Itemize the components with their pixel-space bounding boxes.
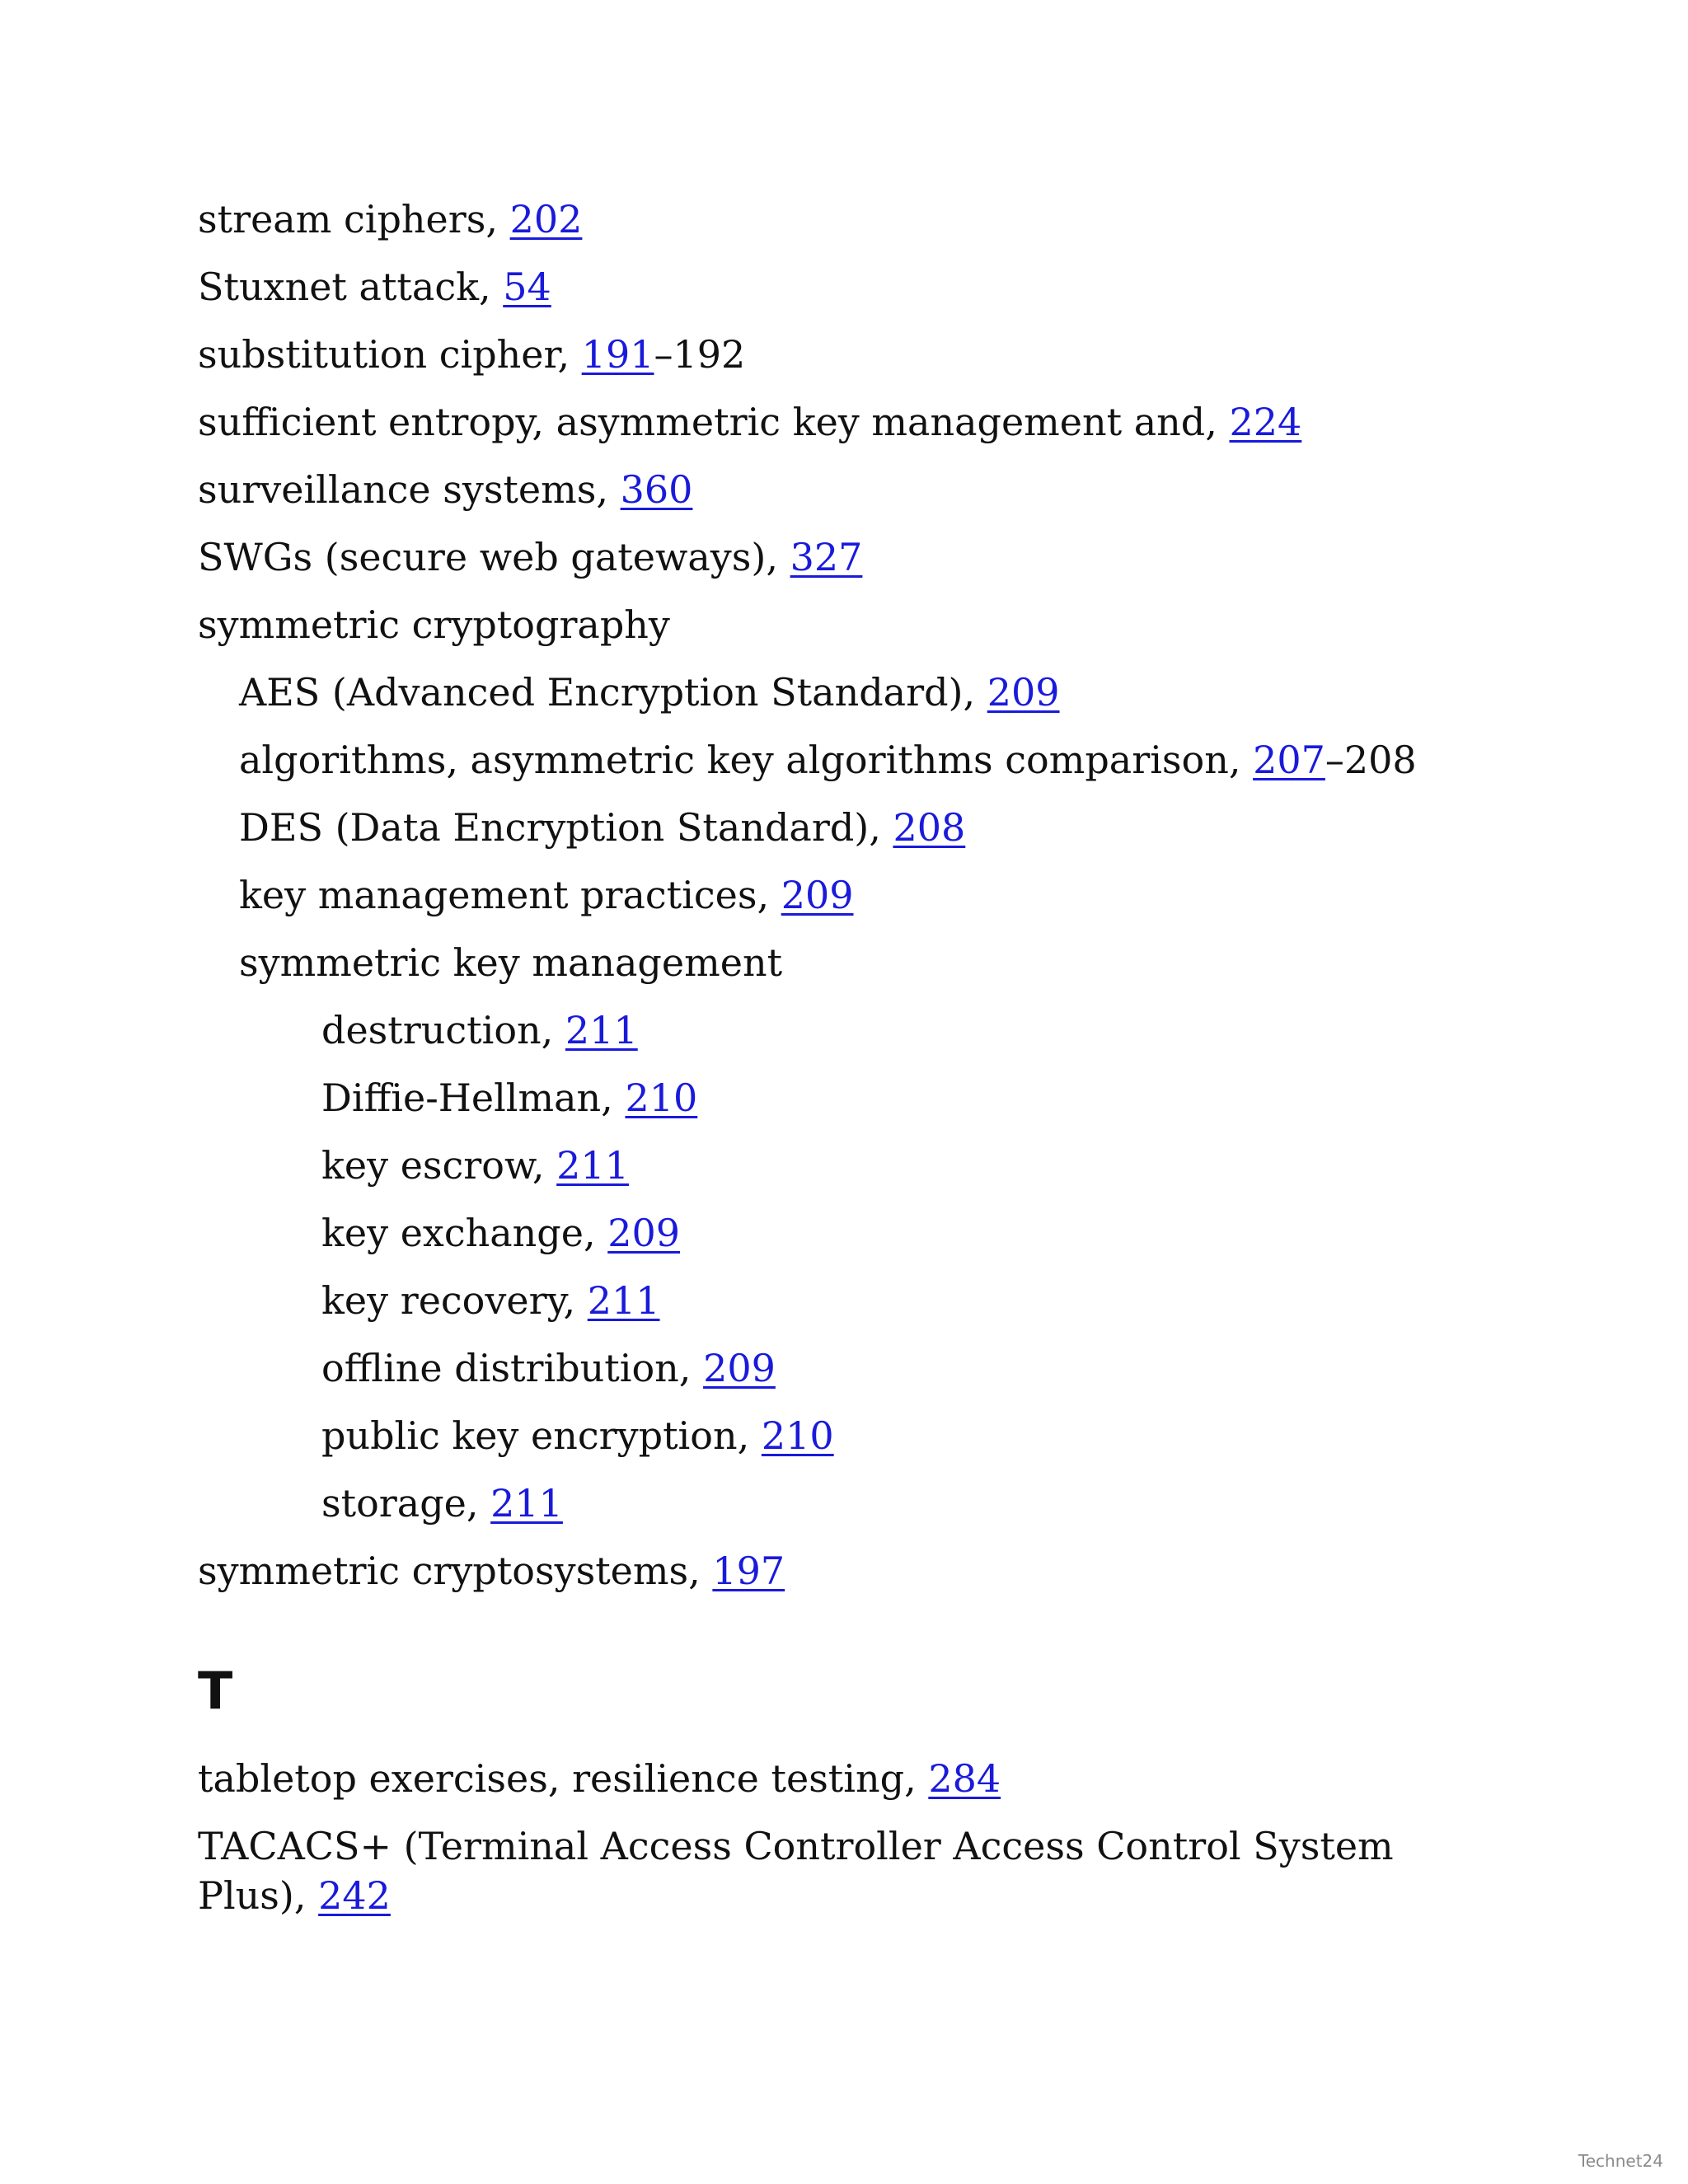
index-entry-symmetric-cryptosystems xyxy=(198,1546,785,1596)
index-entry-tabletop-exercises xyxy=(198,1754,1001,1803)
entry-text: AES (Advanced Encryption Standard), xyxy=(239,670,987,715)
page-link[interactable]: 209 xyxy=(987,670,1060,715)
page-link[interactable]: 209 xyxy=(607,1211,681,1255)
index-subentry-key-management-practices xyxy=(239,870,854,920)
page-link[interactable]: 224 xyxy=(1229,400,1302,444)
entry-text: symmetric cryptosystems, xyxy=(198,1549,713,1593)
entry-text: key exchange, xyxy=(321,1211,608,1255)
section-letter-heading: T xyxy=(198,1661,233,1721)
page-link[interactable]: 54 xyxy=(503,265,551,309)
page-link[interactable]: 211 xyxy=(490,1481,563,1526)
page-link[interactable]: 208 xyxy=(893,805,966,850)
entry-text: Stuxnet attack, xyxy=(198,265,504,309)
page-link[interactable]: 202 xyxy=(509,197,583,241)
index-entry-stuxnet-attack xyxy=(198,262,551,312)
index-entry-surveillance-systems xyxy=(198,465,692,514)
entry-text: symmetric cryptography xyxy=(198,602,670,647)
entry-text: tabletop exercises, resilience testing, xyxy=(198,1756,929,1801)
index-subentry-aes xyxy=(239,668,1060,717)
index-subsubentry-key-exchange xyxy=(321,1208,680,1258)
index-subsubentry-offline-distribution xyxy=(321,1343,776,1393)
entry-text: algorithms, asymmetric key algorithms comparison, xyxy=(239,738,1254,782)
page-range-suffix: –208 xyxy=(1325,738,1417,782)
index-subentry-symmetric-key-management xyxy=(239,938,782,987)
entry-text: substitution cipher, xyxy=(198,332,582,377)
index-subsubentry-storage xyxy=(321,1479,563,1528)
entry-text: sufficient entropy, asymmetric key management and, xyxy=(198,400,1230,444)
page-link[interactable]: 209 xyxy=(703,1346,776,1390)
index-subsubentry-key-escrow xyxy=(321,1141,629,1190)
index-subsubentry-diffie-hellman xyxy=(321,1073,697,1122)
page-link[interactable]: 327 xyxy=(790,535,863,579)
index-entry-symmetric-cryptography xyxy=(198,600,670,649)
entry-text: surveillance systems, xyxy=(198,467,621,512)
page-range-suffix: –192 xyxy=(654,332,746,377)
index-subsubentry-public-key-encryption xyxy=(321,1411,834,1460)
entry-text: DES (Data Encryption Standard), xyxy=(239,805,893,850)
index-subsubentry-destruction xyxy=(321,1005,638,1055)
index-subentry-des xyxy=(239,803,965,852)
page-link[interactable]: 209 xyxy=(781,873,854,917)
index-entry-sufficient-entropy xyxy=(198,397,1301,447)
index-entry-tacacs xyxy=(198,1821,1484,1920)
page-link[interactable]: 242 xyxy=(318,1873,391,1918)
watermark: Technet24 xyxy=(1578,2151,1663,2171)
entry-text: key recovery, xyxy=(321,1278,588,1323)
entry-text: SWGs (secure web gateways), xyxy=(198,535,790,579)
entry-text: key escrow, xyxy=(321,1143,557,1188)
index-entry-stream-ciphers xyxy=(198,194,582,244)
page-link[interactable]: 211 xyxy=(587,1278,660,1323)
index-subsubentry-key-recovery xyxy=(321,1276,660,1325)
page-link[interactable]: 211 xyxy=(565,1008,638,1052)
entry-text: offline distribution, xyxy=(321,1346,704,1390)
entry-text: public key encryption, xyxy=(321,1413,762,1458)
entry-text: stream ciphers, xyxy=(198,197,510,241)
page-link[interactable]: 191 xyxy=(581,332,654,377)
page-link[interactable]: 210 xyxy=(761,1413,834,1458)
index-entry-substitution-cipher xyxy=(198,330,745,379)
page-link[interactable]: 197 xyxy=(712,1549,785,1593)
entry-text: key management practices, xyxy=(239,873,781,917)
entry-text: destruction, xyxy=(321,1008,565,1052)
entry-text: Diffie-Hellman, xyxy=(321,1076,626,1120)
entry-text: TACACS+ (Terminal Access Controller Access Control System Plus), xyxy=(198,1824,1394,1918)
page-link[interactable]: 360 xyxy=(620,467,693,512)
page-link[interactable]: 211 xyxy=(556,1143,629,1188)
entry-text: storage, xyxy=(321,1481,491,1526)
page-link[interactable]: 207 xyxy=(1253,738,1325,782)
page-link[interactable]: 284 xyxy=(928,1756,1001,1801)
index-subentry-algorithms xyxy=(239,735,1417,785)
page-link[interactable]: 210 xyxy=(625,1076,698,1120)
index-entry-swgs xyxy=(198,532,862,582)
entry-text: symmetric key management xyxy=(239,940,783,985)
